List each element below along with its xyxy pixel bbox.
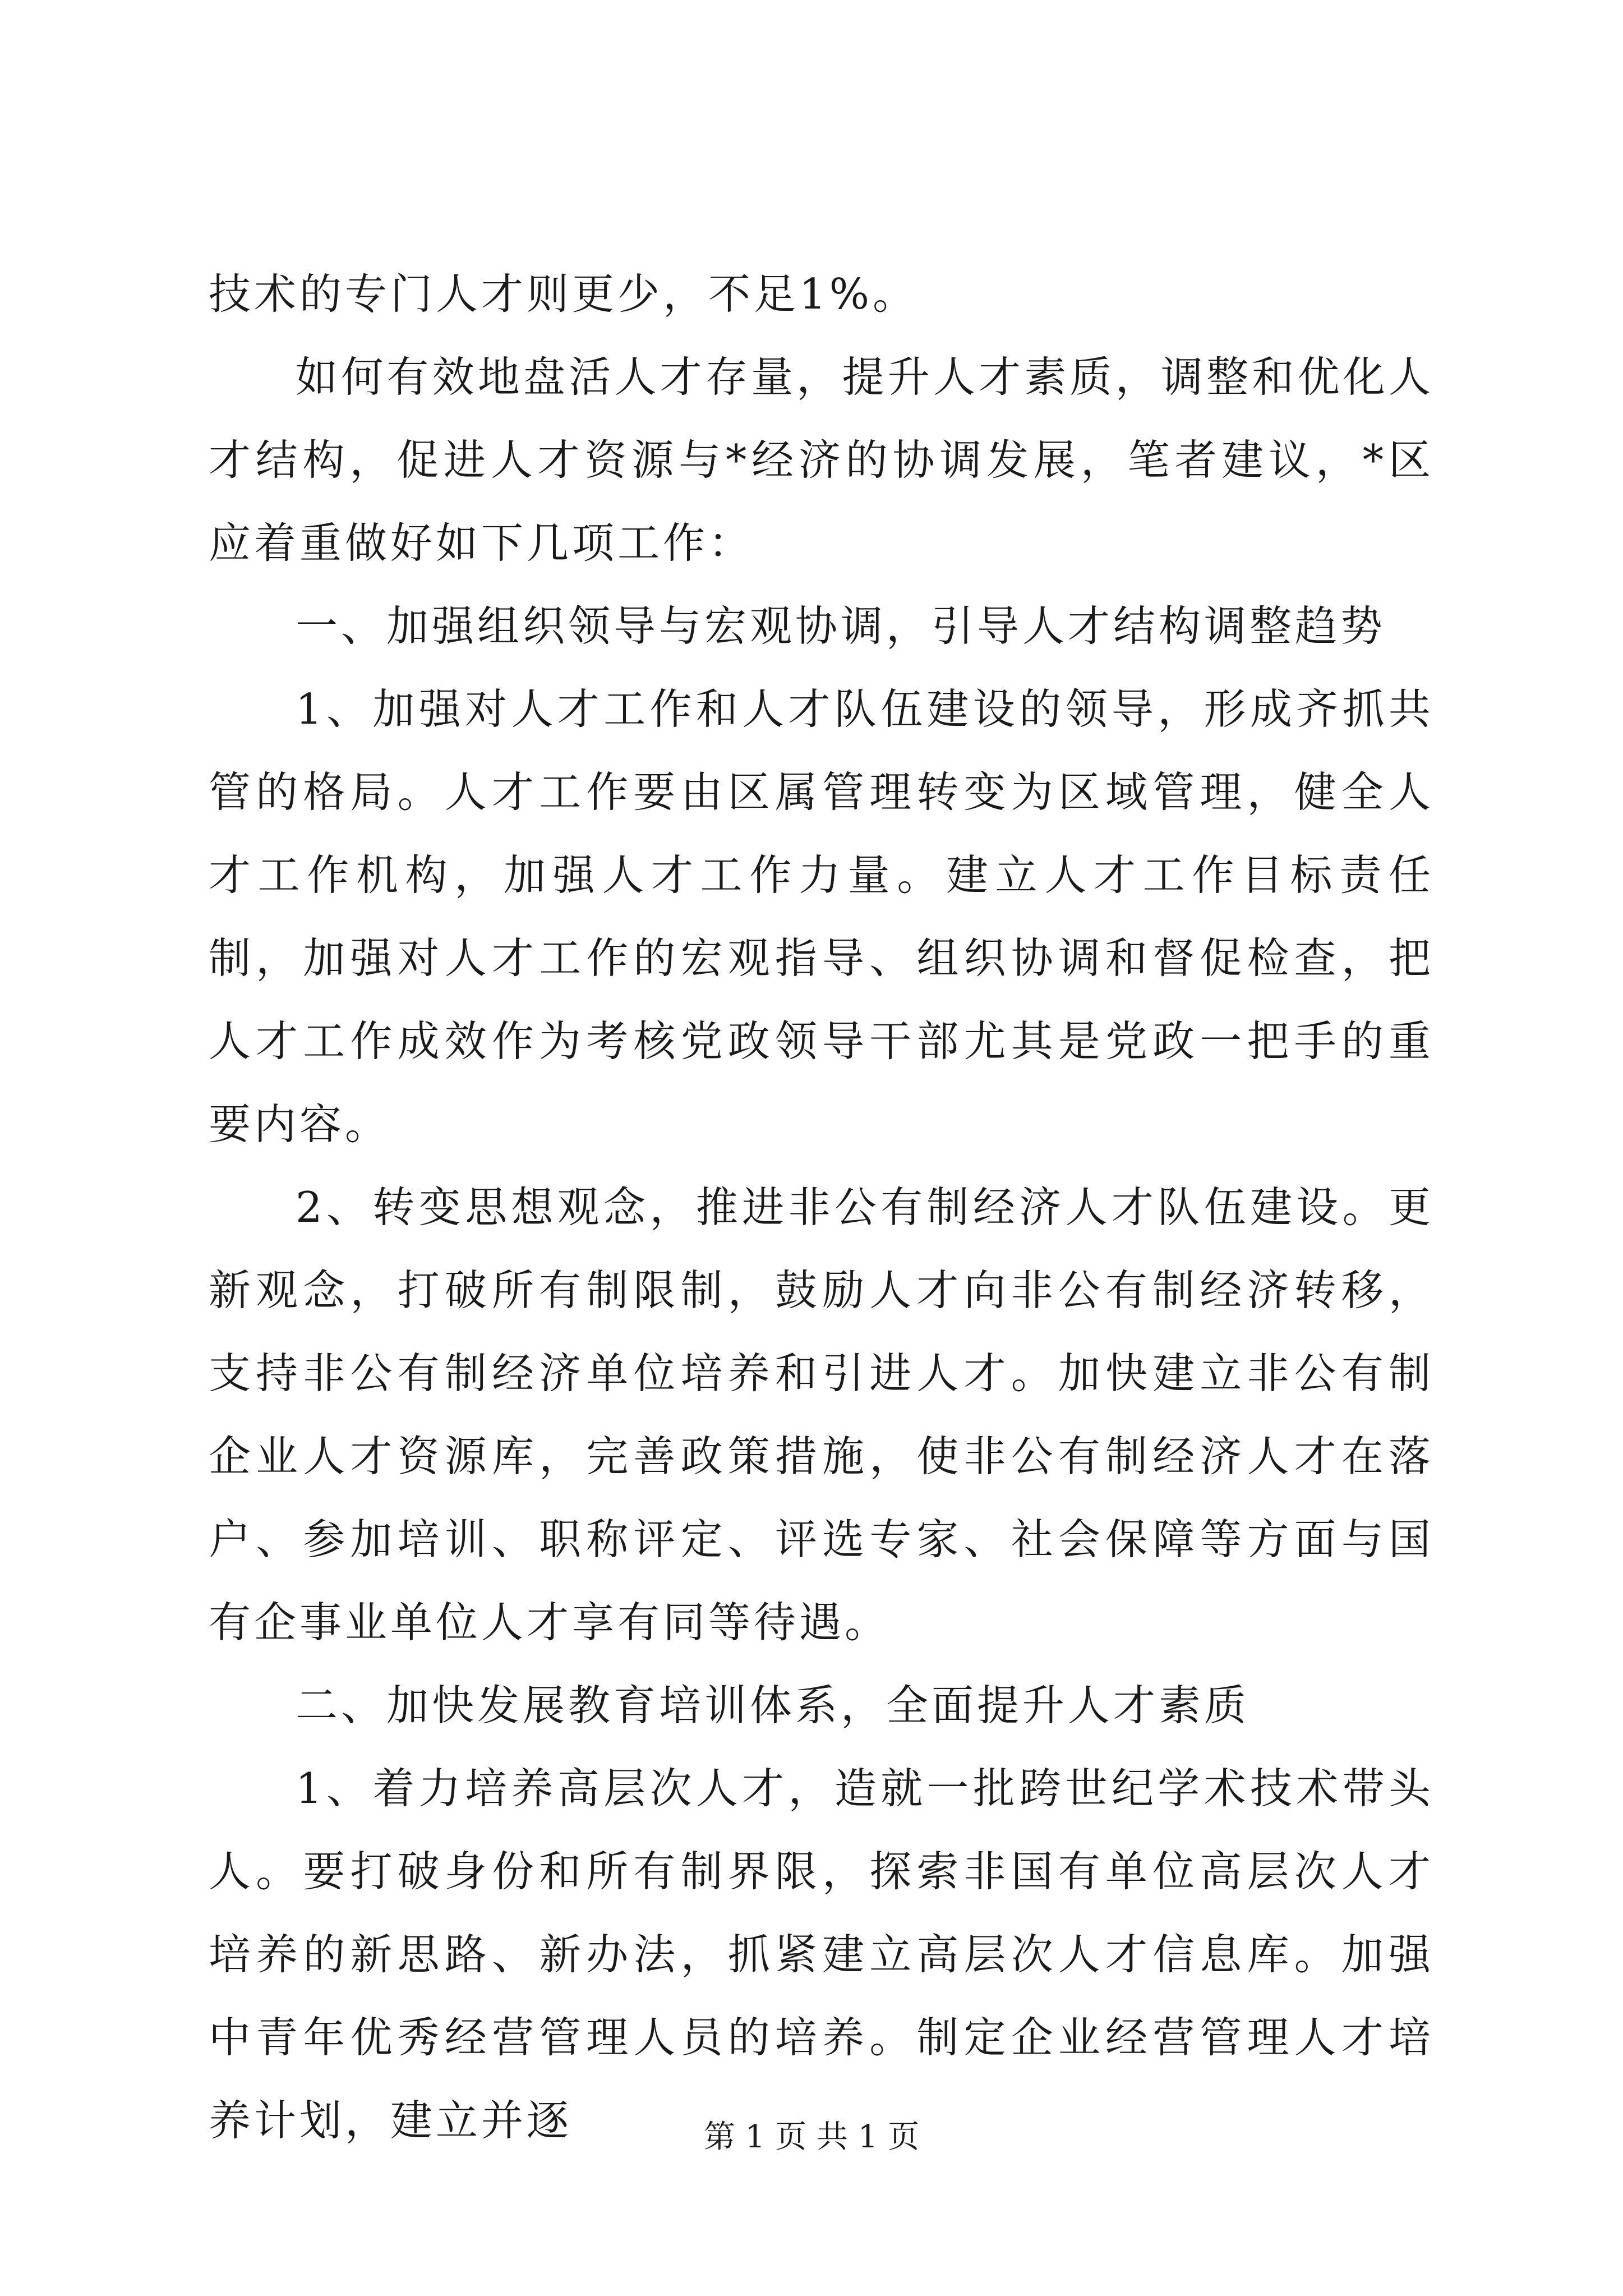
page-footer: 第 1 页 共 1 页: [703, 2119, 920, 2155]
paragraph-1-1: 1、加强对人才工作和人才队伍建设的领导，形成齐抓共管的格局。人才工作要由区属管理转变为区域管理，健全人才工作机构，加强人才工作力量。建立人才工作目标责任制，加强对人才工作的宏观指导、组织协调和督促检查，把人才工作成效作为考核党政领导干部尤其是党政一把手的重要内容。: [209, 684, 1434, 1149]
section-heading-2: 二、加快发展教育培训体系，全面提升人才素质: [296, 1681, 1250, 1730]
section-heading-1: 一、加强组织领导与宏观协调，引导人才结构调整趋势: [296, 601, 1386, 651]
paragraph-intro: 如何有效地盘活人才存量，提升人才素质，调整和优化人才结构，促进人才资源与*经济的协调发展，笔者建议，*区应着重做好如下几项工作：: [209, 352, 1434, 568]
paragraph-2-1: 1、着力培养高层次人才，造就一批跨世纪学术技术带头人。要打破身份和所有制界限，探索非国有单位高层次人才培养的新思路、新办法，抓紧建立高层次人才信息库。加强中青年优秀经营管理人员的培养。制定企业经营管理人才培养计划，建立并逐: [209, 1764, 1434, 2145]
document-body: [209, 252, 1434, 2162]
paragraph-continuation: 技术的专门人才则更少，不足1%。: [209, 269, 918, 319]
paragraph-1-2: 2、转变思想观念，推进非公有制经济人才队伍建设。更新观念，打破所有制限制，鼓励人才向非公有制经济转移，支持非公有制经济单位培养和引进人才。加快建立非公有制企业人才资源库，完善政策措施，使非公有制经济人才在落户、参加培训、职称评定、评选专家、社会保障等方面与国有企事业单位人才享有同等待遇。: [209, 1182, 1434, 1647]
